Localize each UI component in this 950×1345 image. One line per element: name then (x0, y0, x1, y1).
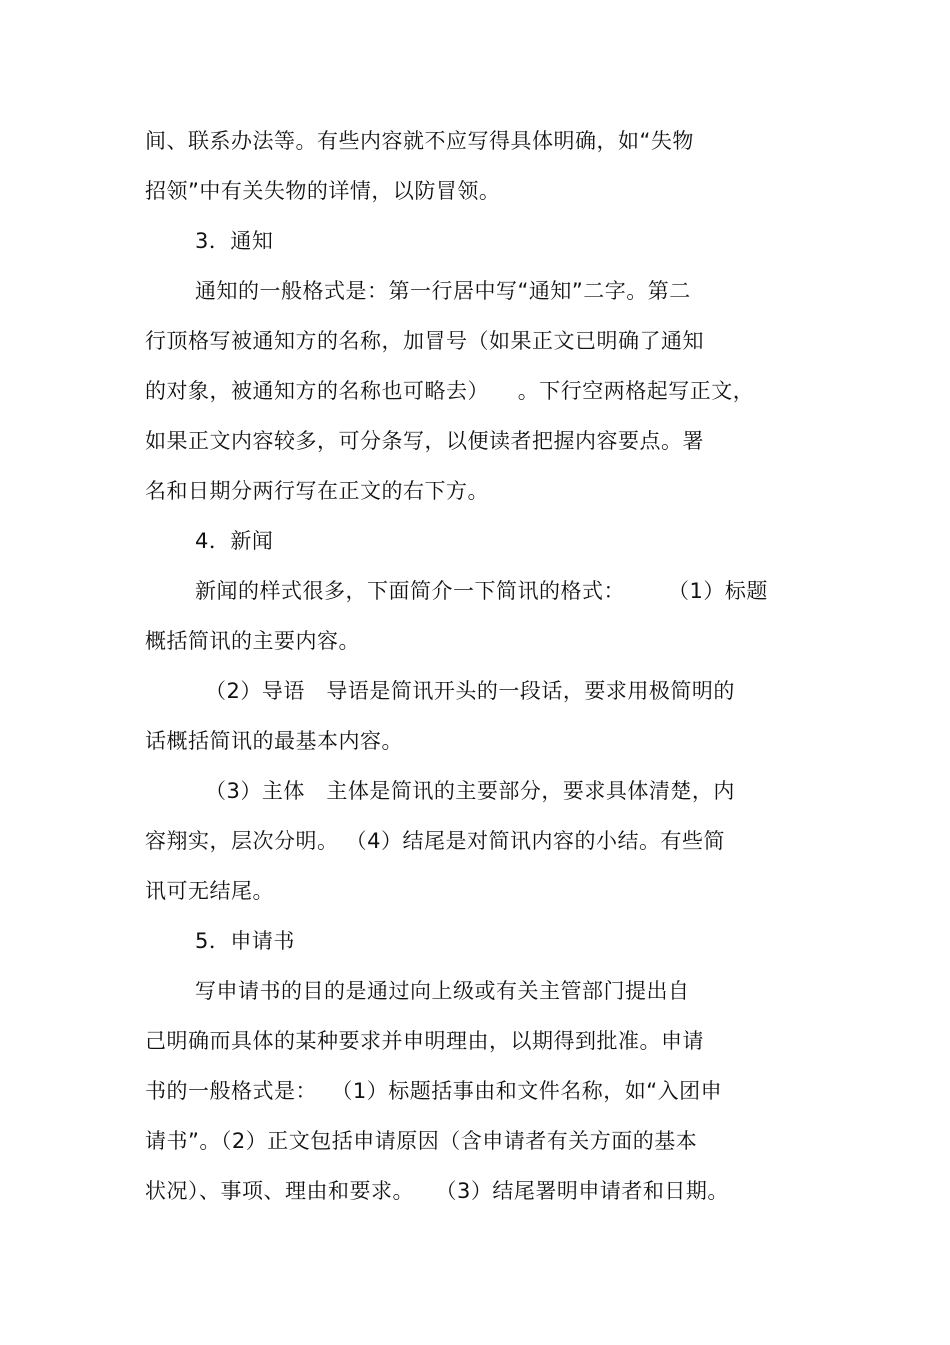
text-line: 写申请书的目的是通过向上级或有关主管部门提出自 (195, 979, 690, 1003)
text-line: 间、联系办法等。有些内容就不应写得具体明确，如“失物 (145, 129, 694, 153)
text-line: 的对象，被通知方的名称也可略去） 。下行空两格起写正文， (145, 379, 755, 403)
text-line: 状况）、事项、理由和要求。 （3）结尾署明申请者和日期。 (145, 1179, 729, 1203)
text-line: 请书”。（2）正文包括申请原因（含申请者有关方面的基本 (145, 1129, 698, 1153)
text-line: （3）主体 主体是简讯的主要部分，要求具体清楚，内 (205, 779, 735, 803)
text-line: 容翔实，层次分明。 （4）结尾是对简讯内容的小结。有些简 (145, 829, 726, 853)
text-line: 名和日期分两行写在正文的右下方。 (145, 479, 489, 503)
text-line: 话概括简讯的最基本内容。 (145, 729, 403, 753)
section-heading-notice: 3．通知 (195, 229, 274, 253)
text-line: 招领”中有关失物的详情，以防冒领。 (145, 179, 501, 203)
section-heading-application: 5．申请书 (195, 929, 295, 953)
section-heading-news: 4．新闻 (195, 529, 274, 553)
text-line: 己明确而具体的某种要求并申明理由，以期得到批准。申请 (145, 1029, 704, 1053)
text-line: 行顶格写被通知方的名称，加冒号（如果正文已明确了通知 (145, 329, 704, 353)
text-line: 如果正文内容较多，可分条写，以便读者把握内容要点。署 (145, 429, 704, 453)
text-line: （2）导语 导语是简讯开头的一段话，要求用极简明的 (205, 679, 735, 703)
text-line: 讯可无结尾。 (145, 879, 274, 903)
text-line: 概括简讯的主要内容。 (145, 629, 360, 653)
text-line: 书的一般格式是： （1）标题括事由和文件名称，如“入团申 (145, 1079, 723, 1103)
text-line: 通知的一般格式是：第一行居中写“通知”二字。第二 (195, 279, 691, 303)
text-line: 新闻的样式很多，下面简介一下简讯的格式： （1）标题 (195, 579, 768, 603)
